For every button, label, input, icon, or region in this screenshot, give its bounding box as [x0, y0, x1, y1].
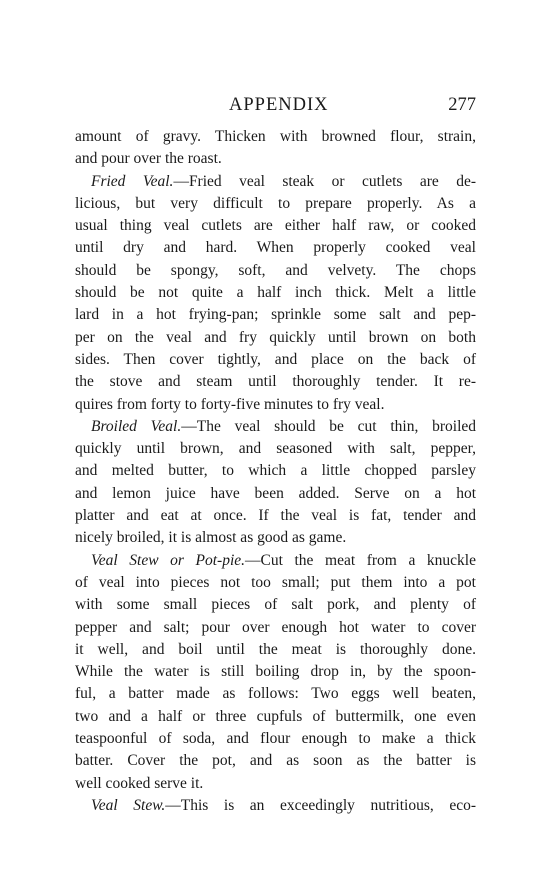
line-text: —Fried veal steak or cutlets are de-: [173, 172, 477, 190]
text-line: [75, 171, 476, 193]
recipe-heading: Fried Veal.: [91, 172, 174, 190]
text-line: platter and eat at once. If the veal is fat, tender and: [75, 507, 476, 525]
text-line: and melted butter, to which a little chopped parsley: [75, 462, 476, 480]
text-line: two and a half or three cupfuls of buttermilk, one even: [75, 707, 476, 725]
text-line: [75, 416, 476, 438]
text-line: and lemon juice have been added. Serve on a hot: [75, 484, 476, 502]
text-line: and pour over the roast.: [75, 150, 222, 168]
text-line: quires from forty to forty-five minutes to fry veal.: [75, 395, 385, 413]
text-line: per on the veal and fry quickly until brown on both: [75, 328, 476, 346]
text-line: ful, a batter made as follows: Two eggs well beaten,: [75, 685, 476, 703]
text-line: nicely broiled, it is almost as good as game.: [75, 529, 347, 547]
text-line: usual thing veal cutlets are either half raw, or cooked: [75, 217, 476, 235]
line-text: —Cut the meat from a knuckle: [245, 551, 476, 569]
text-line: the stove and steam until thoroughly tender. It re-: [75, 373, 476, 391]
text-line: should be not quite a half inch thick. Melt a little: [75, 284, 476, 302]
text-line: pepper and salt; pour over enough hot water to cover: [75, 618, 476, 636]
text-line: teaspoonful of soda, and flour enough to make a thick: [75, 730, 476, 748]
page-number: 277: [448, 95, 476, 115]
text-line: with some small pieces of salt pork, and plenty of: [75, 596, 476, 614]
recipe-heading: Veal Stew.: [91, 796, 166, 814]
page-header: [76, 93, 476, 117]
text-line: quickly until brown, and seasoned with salt, pepper,: [75, 440, 476, 458]
text-line: amount of gravy. Thicken with browned flour, strain,: [75, 128, 476, 145]
text-line: batter. Cover the pot, and as soon as the batter is: [75, 752, 476, 770]
line-text: —This is an exceedingly nutritious, eco-: [165, 796, 477, 814]
text-line: it well, and boil until the meat is thoroughly done.: [75, 640, 476, 658]
line-text: —The veal should be cut thin, broiled: [181, 417, 476, 435]
text-line: of veal into pieces not too small; put them into a pot: [75, 573, 476, 591]
text-line: should be spongy, soft, and velvety. The chops: [75, 261, 476, 279]
body-text: [75, 126, 476, 817]
text-line: [75, 795, 476, 817]
text-line: until dry and hard. When properly cooked veal: [75, 239, 476, 257]
recipe-heading: Broiled Veal.: [91, 417, 182, 435]
running-head: APPENDIX: [229, 95, 329, 115]
text-line: While the water is still boiling drop in, by the spoon-: [75, 663, 476, 681]
text-line: well cooked serve it.: [75, 774, 204, 792]
text-line: licious, but very difficult to prepare properly. As a: [75, 194, 476, 212]
text-line: sides. Then cover tightly, and place on the back of: [75, 350, 476, 368]
text-line: [75, 550, 476, 572]
recipe-heading: Veal Stew or Pot-pie.: [91, 551, 246, 569]
text-line: lard in a hot frying-pan; sprinkle some salt and pep-: [75, 306, 476, 324]
